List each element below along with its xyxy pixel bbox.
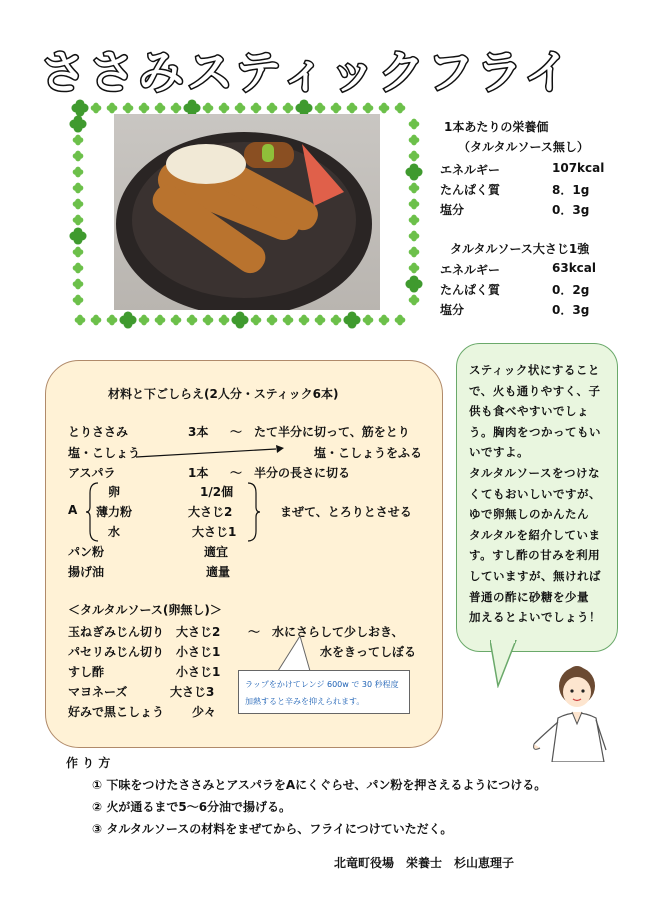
clover-icon (409, 265, 415, 271)
tip-line: ラップをかけてレンジ 600w で 30 秒程度 (245, 680, 399, 689)
clover-icon (331, 105, 337, 111)
clover-icon (395, 105, 401, 111)
group-label: A (68, 503, 78, 517)
clover-icon (73, 169, 79, 175)
clover-icon (73, 265, 79, 271)
clover-icon (75, 317, 81, 323)
tip-bubble (456, 343, 618, 652)
clover-icon (343, 316, 352, 325)
clover-icon (283, 105, 289, 111)
clover-icon (409, 185, 415, 191)
clover-icon (155, 105, 161, 111)
nutrition-label: エネルギー (440, 163, 501, 177)
ingredient-qty: 少々 (192, 705, 217, 719)
ingredient-name: マヨネーズ (68, 685, 128, 699)
ingredient-name: 薄力粉 (96, 505, 133, 519)
ingredient-name: パン粉 (68, 545, 105, 559)
clover-icon (107, 105, 113, 111)
clover-icon (395, 317, 401, 323)
microwave-tip (238, 670, 410, 714)
nutrition-value: 63kcal (552, 261, 597, 275)
clover-icon (73, 249, 79, 255)
clover-icon (171, 105, 177, 111)
ingredient-name: 塩・こしょう (68, 446, 141, 460)
ingredient-qty: 適宜 (204, 545, 229, 559)
clover-icon (409, 233, 415, 239)
method-step: ③ タルタルソースの材料をまぜてから、フライにつけていただく。 (92, 822, 453, 836)
clover-icon (379, 317, 385, 323)
clover-icon (331, 317, 337, 323)
ingredient-qty: 大さじ2 (176, 625, 221, 639)
clover-icon (405, 280, 414, 289)
clover-icon (409, 217, 415, 223)
ingredient-name: とりささみ (68, 425, 129, 439)
clover-icon (155, 317, 161, 323)
ingredient-qty: 大さじ3 (170, 685, 215, 699)
nutrition-value: 107kcal (552, 161, 605, 175)
ingredient-qty: 小さじ1 (176, 665, 221, 679)
clover-icon (363, 105, 369, 111)
clover-icon (409, 201, 415, 207)
clover-icon (73, 297, 79, 303)
ingredient-note: ～ 半分の長さに切る (230, 466, 351, 480)
ingredient-name: アスパラ (68, 466, 116, 480)
ingredient-qty: 適量 (206, 565, 231, 579)
clover-icon (315, 317, 321, 323)
clover-icon (73, 185, 79, 191)
clover-icon (379, 105, 385, 111)
sauce-heading: ＜タルタルソース(卵無し)＞ (68, 603, 222, 617)
ingredient-note: 水をきってしぼる (320, 645, 417, 659)
clover-icon (91, 317, 97, 323)
clover-icon (107, 317, 113, 323)
ingredient-name: 揚げ油 (68, 565, 105, 579)
method-heading: 作 り 方 (66, 756, 111, 770)
nutrition-subheader: （タルタルソース無し） (458, 140, 589, 154)
clover-icon (203, 317, 209, 323)
ingredient-name: 卵 (108, 485, 121, 499)
nutrition-label: たんぱく質 (440, 283, 501, 297)
clover-icon (299, 317, 305, 323)
callout-pointer (270, 636, 320, 672)
clover-icon (267, 317, 273, 323)
ingredient-qty: 1本 (188, 466, 209, 480)
clover-icon (187, 317, 193, 323)
ingredient-name: 玉ねぎみじん切り (68, 625, 165, 639)
clover-icon (123, 105, 129, 111)
arrow-icon (136, 445, 286, 461)
author-credit: 北竜町役場 栄養士 杉山恵理子 (334, 856, 515, 870)
ingredient-name: 好みで黒こしょう (68, 705, 165, 719)
bubble-tail (490, 640, 530, 688)
method-step: ② 火が通るまで5～6分油で揚げる。 (92, 800, 292, 814)
clover-icon (409, 297, 415, 303)
right-brace (246, 481, 260, 543)
clover-icon (69, 120, 78, 129)
nutrition-label: エネルギー (440, 263, 501, 277)
nutrition-value: 0．3g (552, 203, 590, 217)
ingredient-name: パセリみじん切り (68, 645, 165, 659)
page-title: ささみスティックフライ (40, 45, 574, 99)
nutrition-label: 塩分 (440, 203, 465, 217)
clover-icon (363, 317, 369, 323)
ingredient-note: 塩・こしょうをふる (314, 446, 423, 460)
clover-icon (219, 105, 225, 111)
clover-icon (283, 317, 289, 323)
clover-icon (171, 317, 177, 323)
clover-icon (119, 316, 128, 325)
clover-icon (267, 105, 273, 111)
clover-icon (231, 316, 240, 325)
ingredient-note: ～ 水にさらして少しおき、 (248, 625, 404, 639)
clover-icon (73, 153, 79, 159)
ingredient-name: 水 (108, 525, 121, 539)
clover-icon (409, 137, 415, 143)
clover-icon (409, 121, 415, 127)
ingredient-note: ～ たて半分に切って、筋をとり (230, 425, 410, 439)
clover-icon (73, 281, 79, 287)
ingredient-note: まぜて、とろりとさせる (280, 505, 412, 519)
clover-icon (251, 317, 257, 323)
ingredient-qty: 1/2個 (200, 485, 234, 499)
clover-icon (73, 137, 79, 143)
clover-icon (139, 105, 145, 111)
ingredient-name: すし酢 (68, 665, 105, 679)
clover-icon (203, 105, 209, 111)
clover-icon (91, 105, 97, 111)
nutrition-sauce-header: タルタルソース大さじ1強 (450, 242, 590, 256)
clover-photo-frame (66, 96, 426, 332)
method-step: ① 下味をつけたささみとアスパラをAにくぐらせ、パン粉を押さえるようにつける。 (92, 778, 547, 792)
nutrition-value: 0．2g (552, 283, 590, 297)
clover-icon (139, 317, 145, 323)
nutrition-label: 塩分 (440, 303, 465, 317)
clover-icon (295, 104, 304, 113)
clover-icon (183, 104, 192, 113)
nutrition-value: 8．1g (552, 183, 590, 197)
clover-icon (69, 232, 78, 241)
ingredient-qty: 3本 (188, 425, 209, 439)
clover-icon (405, 168, 414, 177)
tip-line: 加熱すると辛みを抑えられます。 (245, 697, 365, 706)
nutrition-label: たんぱく質 (440, 183, 501, 197)
clover-icon (409, 249, 415, 255)
ingredient-qty: 大さじ2 (188, 505, 233, 519)
food-photo (114, 114, 380, 310)
nutritionist-illustration (532, 662, 622, 762)
bubble-text: スティック状にすること で、火も通りやすく、子 供も食べやすいでしょ う。胸肉をつかってもい いですよ。 タルタルソースをつけな くてもおいしいですが、 ゆで卵無しのかんたん タルタルを紹介していま す。すし酢の甘みを利用 していますが、無ければ 普通の酢に砂糖を少量 加えるとよいでしょう！ (469, 363, 601, 625)
clover-icon (347, 105, 353, 111)
clover-icon (235, 105, 241, 111)
clover-icon (73, 201, 79, 207)
nutrition-header: 1本あたりの栄養価 (444, 120, 549, 134)
clover-icon (315, 105, 321, 111)
clover-icon (251, 105, 257, 111)
clover-icon (219, 317, 225, 323)
ingredient-qty: 大さじ1 (192, 525, 237, 539)
clover-icon (71, 104, 80, 113)
clover-icon (409, 153, 415, 159)
nutrition-value: 0．3g (552, 303, 590, 317)
ingredient-qty: 小さじ1 (176, 645, 221, 659)
ingredients-heading: 材料と下ごしらえ(2人分・スティック6本) (108, 387, 339, 401)
clover-icon (73, 217, 79, 223)
